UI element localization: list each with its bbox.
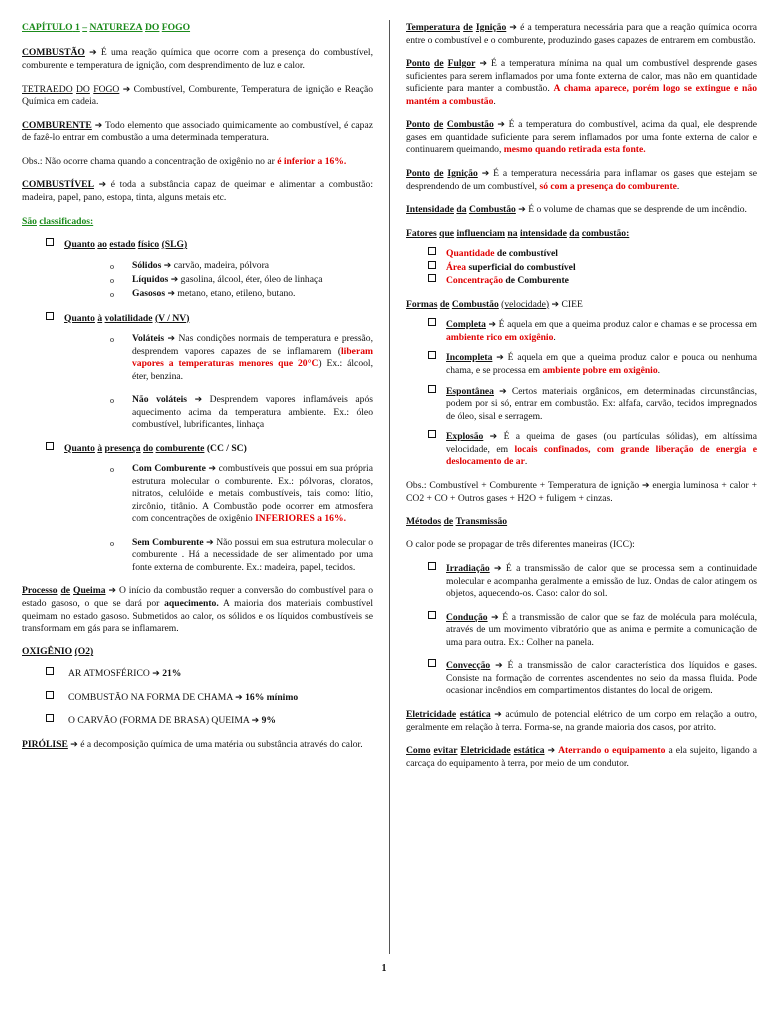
checkbox-bullet-icon — [428, 261, 436, 269]
column-divider — [389, 20, 390, 954]
checkbox-bullet-icon — [428, 385, 436, 393]
checkbox-bullet-icon — [428, 659, 436, 667]
ponto-combustao-paragraph: Ponto de Combustão ➔ É a temperatura do combustível, acima da qual, ele desprende gases em quantidade suficiente para serem inflamados por uma fonte externa de calor e continuarem queimando, mesmo quando retirada esta fonte. — [406, 119, 758, 156]
checkbox-bullet-icon — [428, 351, 436, 359]
conveccao-item: Convecção ➔ É a transmissão de calor característica dos líquidos e gases. Consiste na formação de correntes ascendentes no seio da massa fluida. Pode ocasionar incêndios em compartimentos distantes do local de origem. — [428, 660, 757, 698]
checkbox-bullet-icon — [46, 691, 54, 699]
metodos-heading: Métodos de Transmissão — [406, 516, 508, 527]
eletricidade-paragraph: Eletricidade estática ➔ acúmulo de potencial elétrico de um corpo em relação a outro, geralmente em relação à terra. Forma-se, na grande maioria dos casos, por atrito. — [406, 708, 758, 733]
fatores-heading: Fatores que influenciam na intensidade da combustão: — [406, 227, 630, 239]
fator-concentracao: Concentração de Comburente — [428, 275, 757, 287]
circle-bullet-icon: o — [110, 289, 114, 299]
obs-paragraph: Obs.: Não ocorre chama quando a concentração de oxigênio no ar é inferior a 16%. — [22, 155, 347, 167]
circle-bullet-icon: o — [110, 538, 114, 548]
espontanea-item: Espontânea ➔ Certos materiais orgânicos, em determinadas circunstâncias, podem por si só, entrar em combustão. Ex: alfafa, carvão, tecidos impregnados de óleo, sisal e serragem. — [428, 386, 757, 424]
com-comburente-item: o Com Comburente ➔ combustíveis que possui em sua própria estrutura molecular o comburente. Ex.: pólvoras, cloratos, nitratos, celulóide e metais combustíveis, tais como: lítio, zircônio, titânio. A Combustão pode ocorrer em atmosfera com concentrações de oxigênio INFERIORES a 16%. — [110, 463, 373, 525]
formas-heading: Formas de Combustão (velocidade) ➔ CIEE — [406, 298, 583, 310]
combustivel-paragraph: COMBUSTÍVEL ➔ é toda a substância capaz de queimar e alimentar a combustão: madeira, papel, pano, estopa, tinta, alguns metais etc. — [22, 179, 373, 204]
calor-paragraph: O calor pode se propagar de três diferentes maneiras (ICC): — [406, 539, 635, 551]
checkbox-bullet-icon — [46, 238, 54, 246]
intensidade-paragraph: Intensidade da Combustão ➔ É o volume de chamas que se desprende de um incêndio. — [406, 204, 747, 216]
chapter-title: CAPÍTULO 1 – NATUREZA DO FOGO — [22, 22, 191, 33]
solidos-item: o Sólidos ➔ carvão, madeira, pólvora — [110, 260, 373, 274]
checkbox-bullet-icon — [46, 667, 54, 675]
nao-volateis-item: o Não voláteis ➔ Desprendem vapores inflamáveis após aquecimento acima da temperatura ambiente. Ex.: óleo combustível, lubrificantes, linhaça — [110, 394, 373, 431]
right-column — [406, 22, 757, 781]
circle-bullet-icon: o — [110, 334, 114, 344]
liquidos-item: o Líquidos ➔ gasolina, álcool, éter, óleo de linhaça — [110, 274, 373, 288]
evitar-paragraph: Como evitar Eletricidade estática ➔ Aterrando o equipamento a ela sujeito, ligando a carcaça do equipamento à terra, por meio de um condutor. — [406, 744, 757, 769]
circle-bullet-icon: o — [110, 465, 114, 475]
ponto-ignicao-paragraph: Ponto de Ignição ➔ É a temperatura necessária para inflamar os gases que estejam se desprendendo de um combustível, só com a presença do comburente. — [406, 167, 757, 192]
volateis-item: o Voláteis ➔ Nas condições normais de temperatura e pressão, desprendem vapores capazes de se inflamarem (liberam vapores a temperaturas menores que 20°C) Ex.: álcool, éter, benzina. — [110, 332, 374, 382]
checkbox-bullet-icon — [428, 318, 436, 326]
fator-area: Área superficial do combustível — [428, 262, 757, 274]
checkbox-bullet-icon — [46, 714, 54, 722]
checkbox-bullet-icon — [428, 247, 436, 255]
conducao-item: Condução ➔ É a transmissão de calor que se faz de molécula para molécula, através de um movimento vibratório que as anima e permite a comunicação de uma para outra. Ex.: Colher na panela. — [428, 612, 757, 650]
sem-comburente-item: o Sem Comburente ➔ Não possui em sua estrutura molecular o comburente . Há a necessidade de ser alimentado por uma fonte externa de comburente. Ex.: madeira, papel, tecidos. — [110, 536, 373, 573]
left-column — [22, 22, 373, 763]
checkbox-bullet-icon — [428, 611, 436, 619]
oxigenio-heading: OXIGÊNIO (O2) — [22, 646, 94, 658]
obs2-paragraph: Obs.: Combustível + Comburente + Temperatura de ignição ➔ energia luminosa + calor + CO2 + CO + Outros gases + H2O + fuligem + cinzas. — [406, 479, 758, 504]
circle-bullet-icon: o — [110, 261, 114, 271]
irradiacao-item: Irradiação ➔ É a transmissão de calor que se processa sem a continuidade molecular e acompanha geralmente a emissão de luz. Ondas de calor atingem os objetos, aquecendo-os. Caso: calor do sol. — [428, 563, 757, 601]
gasosos-item: o Gasosos ➔ metano, etano, etileno, butano. — [110, 288, 373, 302]
chama-item: COMBUSTÃO NA FORMA DE CHAMA ➔ 16% mínimo — [46, 692, 373, 705]
slg-item: Quanto ao estado físico (SLG) — [46, 239, 373, 251]
pirolise-paragraph: PIRÓLISE ➔ é a decomposição química de uma matéria ou substância através do calor. — [22, 738, 363, 750]
checkbox-bullet-icon — [46, 312, 54, 320]
tetraedo-paragraph: TETRAEDO DO FOGO ➔ Combustível, Comburente, Temperatura de ignição e Reação Química em cadeia. — [22, 83, 374, 108]
comburente-paragraph: COMBURENTE ➔ Todo elemento que associado quimicamente ao combustível, é capaz de fazê-lo entrar em combustão a uma determinada temperatura. — [22, 119, 373, 144]
circle-bullet-icon: o — [110, 396, 114, 406]
checkbox-bullet-icon — [428, 430, 436, 438]
checkbox-bullet-icon — [428, 562, 436, 570]
ponto-fulgor-paragraph: Ponto de Fulgor ➔ É a temperatura mínima na qual um combustível desprende gases suficientes para serem inflamados por uma fonte externa de calor, mas não em quantidade suficiente para manter a combustão. A chama aparece, porém logo se extingue e não mantém a combustão. — [406, 58, 757, 107]
checkbox-bullet-icon — [428, 274, 436, 282]
explosao-item: Explosão ➔ É a queima de gases (ou partículas sólidas), em altíssima velocidade, em locais confinados, com grande liberação de energia e deslocamento de ar. — [428, 431, 757, 469]
checkbox-bullet-icon — [46, 442, 54, 450]
ar-atmosferico-item: AR ATMOSFÉRICO ➔ 21% — [46, 668, 373, 681]
page-number: 1 — [381, 963, 387, 974]
circle-bullet-icon: o — [110, 275, 114, 285]
classificados-heading: São classificados: — [22, 215, 94, 227]
carvao-item: O CARVÃO (FORMA DE BRASA) QUEIMA ➔ 9% — [46, 715, 373, 728]
ccsc-item: Quanto à presença do comburente (CC / SC) — [46, 443, 373, 455]
combustao-paragraph: COMBUSTÃO ➔ É uma reação química que ocorre com a presença do combustível, comburente e temperatura de ignição, com desprendimento de luz e calor. — [22, 47, 373, 72]
processo-queima-paragraph: Processo de Queima ➔ O início da combustão requer a conversão do combustível para o estado gasoso, o que se dará por aquecimento. A maioria dos materiais combustível queimam no estado gasoso. Submetidos ao calor, os sólidos e os líquidos combustíveis se transformam em gás para se inflamarem. — [22, 585, 374, 634]
incompleta-item: Incompleta ➔ É aquela em que a queima produz calor e pouca ou nenhuma chama, e se processa em ambiente pobre em oxigênio. — [428, 352, 757, 377]
vnv-item: Quanto à volatilidade (V / NV) — [46, 313, 373, 325]
completa-item: Completa ➔ É aquela em que a queima produz calor e chamas e se processa em ambiente rico em oxigênio. — [428, 319, 757, 344]
temp-ignicao-paragraph: Temperatura de Ignição ➔ é a temperatura necessária para que a reação química ocorra entre o combustível e o comburente, produzindo gases capazes de entrarem em combustão. — [406, 22, 758, 46]
fator-quantidade: Quantidade de combustível — [428, 248, 757, 260]
